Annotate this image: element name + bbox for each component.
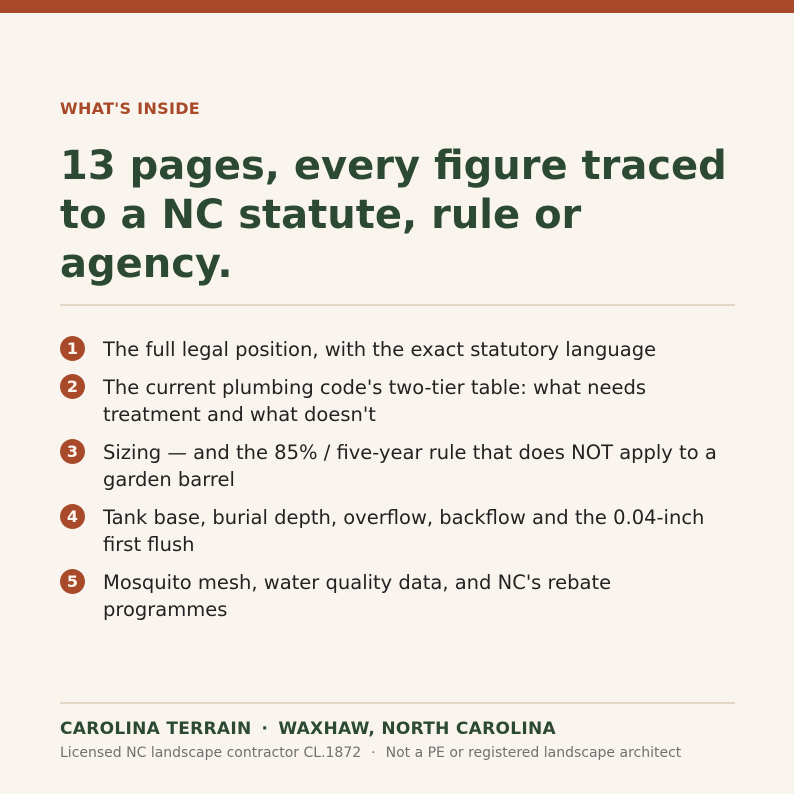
- contents-list: [60, 336, 740, 634]
- list-item-text: The current plumbing code's two-tier table: what needs treatment and what doesn't: [103, 376, 646, 426]
- number-badge: 4: [60, 504, 85, 529]
- list-item-text: Mosquito mesh, water quality data, and NC's rebate programmes: [103, 571, 612, 621]
- list-item: [60, 504, 740, 558]
- separator-dot: ·: [261, 719, 269, 739]
- company-name: CAROLINA TERRAIN: [60, 719, 252, 739]
- company-location: WAXHAW, NORTH CAROLINA: [278, 719, 556, 739]
- list-item-text: The full legal position, with the exact statutory language: [103, 338, 657, 361]
- list-item: [60, 569, 740, 623]
- top-accent-bar: [0, 0, 794, 13]
- license-text: Licensed NC landscape contractor CL.1872: [60, 745, 362, 761]
- list-item: [60, 336, 740, 363]
- list-item: [60, 439, 740, 493]
- list-item-text: Sizing — and the 85% / five-year rule that does NOT apply to a garden barrel: [103, 441, 717, 491]
- footer-company-line: [60, 719, 556, 740]
- number-badge: 3: [60, 439, 85, 464]
- list-item: [60, 374, 740, 428]
- top-divider: [60, 304, 735, 306]
- list-item-text: Tank base, burial depth, overflow, backflow and the 0.04-inch first flush: [103, 506, 705, 556]
- separator-dot: ·: [371, 745, 376, 761]
- disclaimer-text: Not a PE or registered landscape architect: [385, 745, 682, 761]
- number-badge: 2: [60, 374, 85, 399]
- number-badge: 1: [60, 336, 85, 361]
- page-headline: 13 pages, every figure traced to a NC statute, rule or agency.: [60, 143, 727, 287]
- bottom-divider: [60, 702, 735, 704]
- section-eyebrow: WHAT'S INSIDE: [60, 99, 201, 118]
- footer-credentials-line: [60, 744, 681, 762]
- number-badge: 5: [60, 569, 85, 594]
